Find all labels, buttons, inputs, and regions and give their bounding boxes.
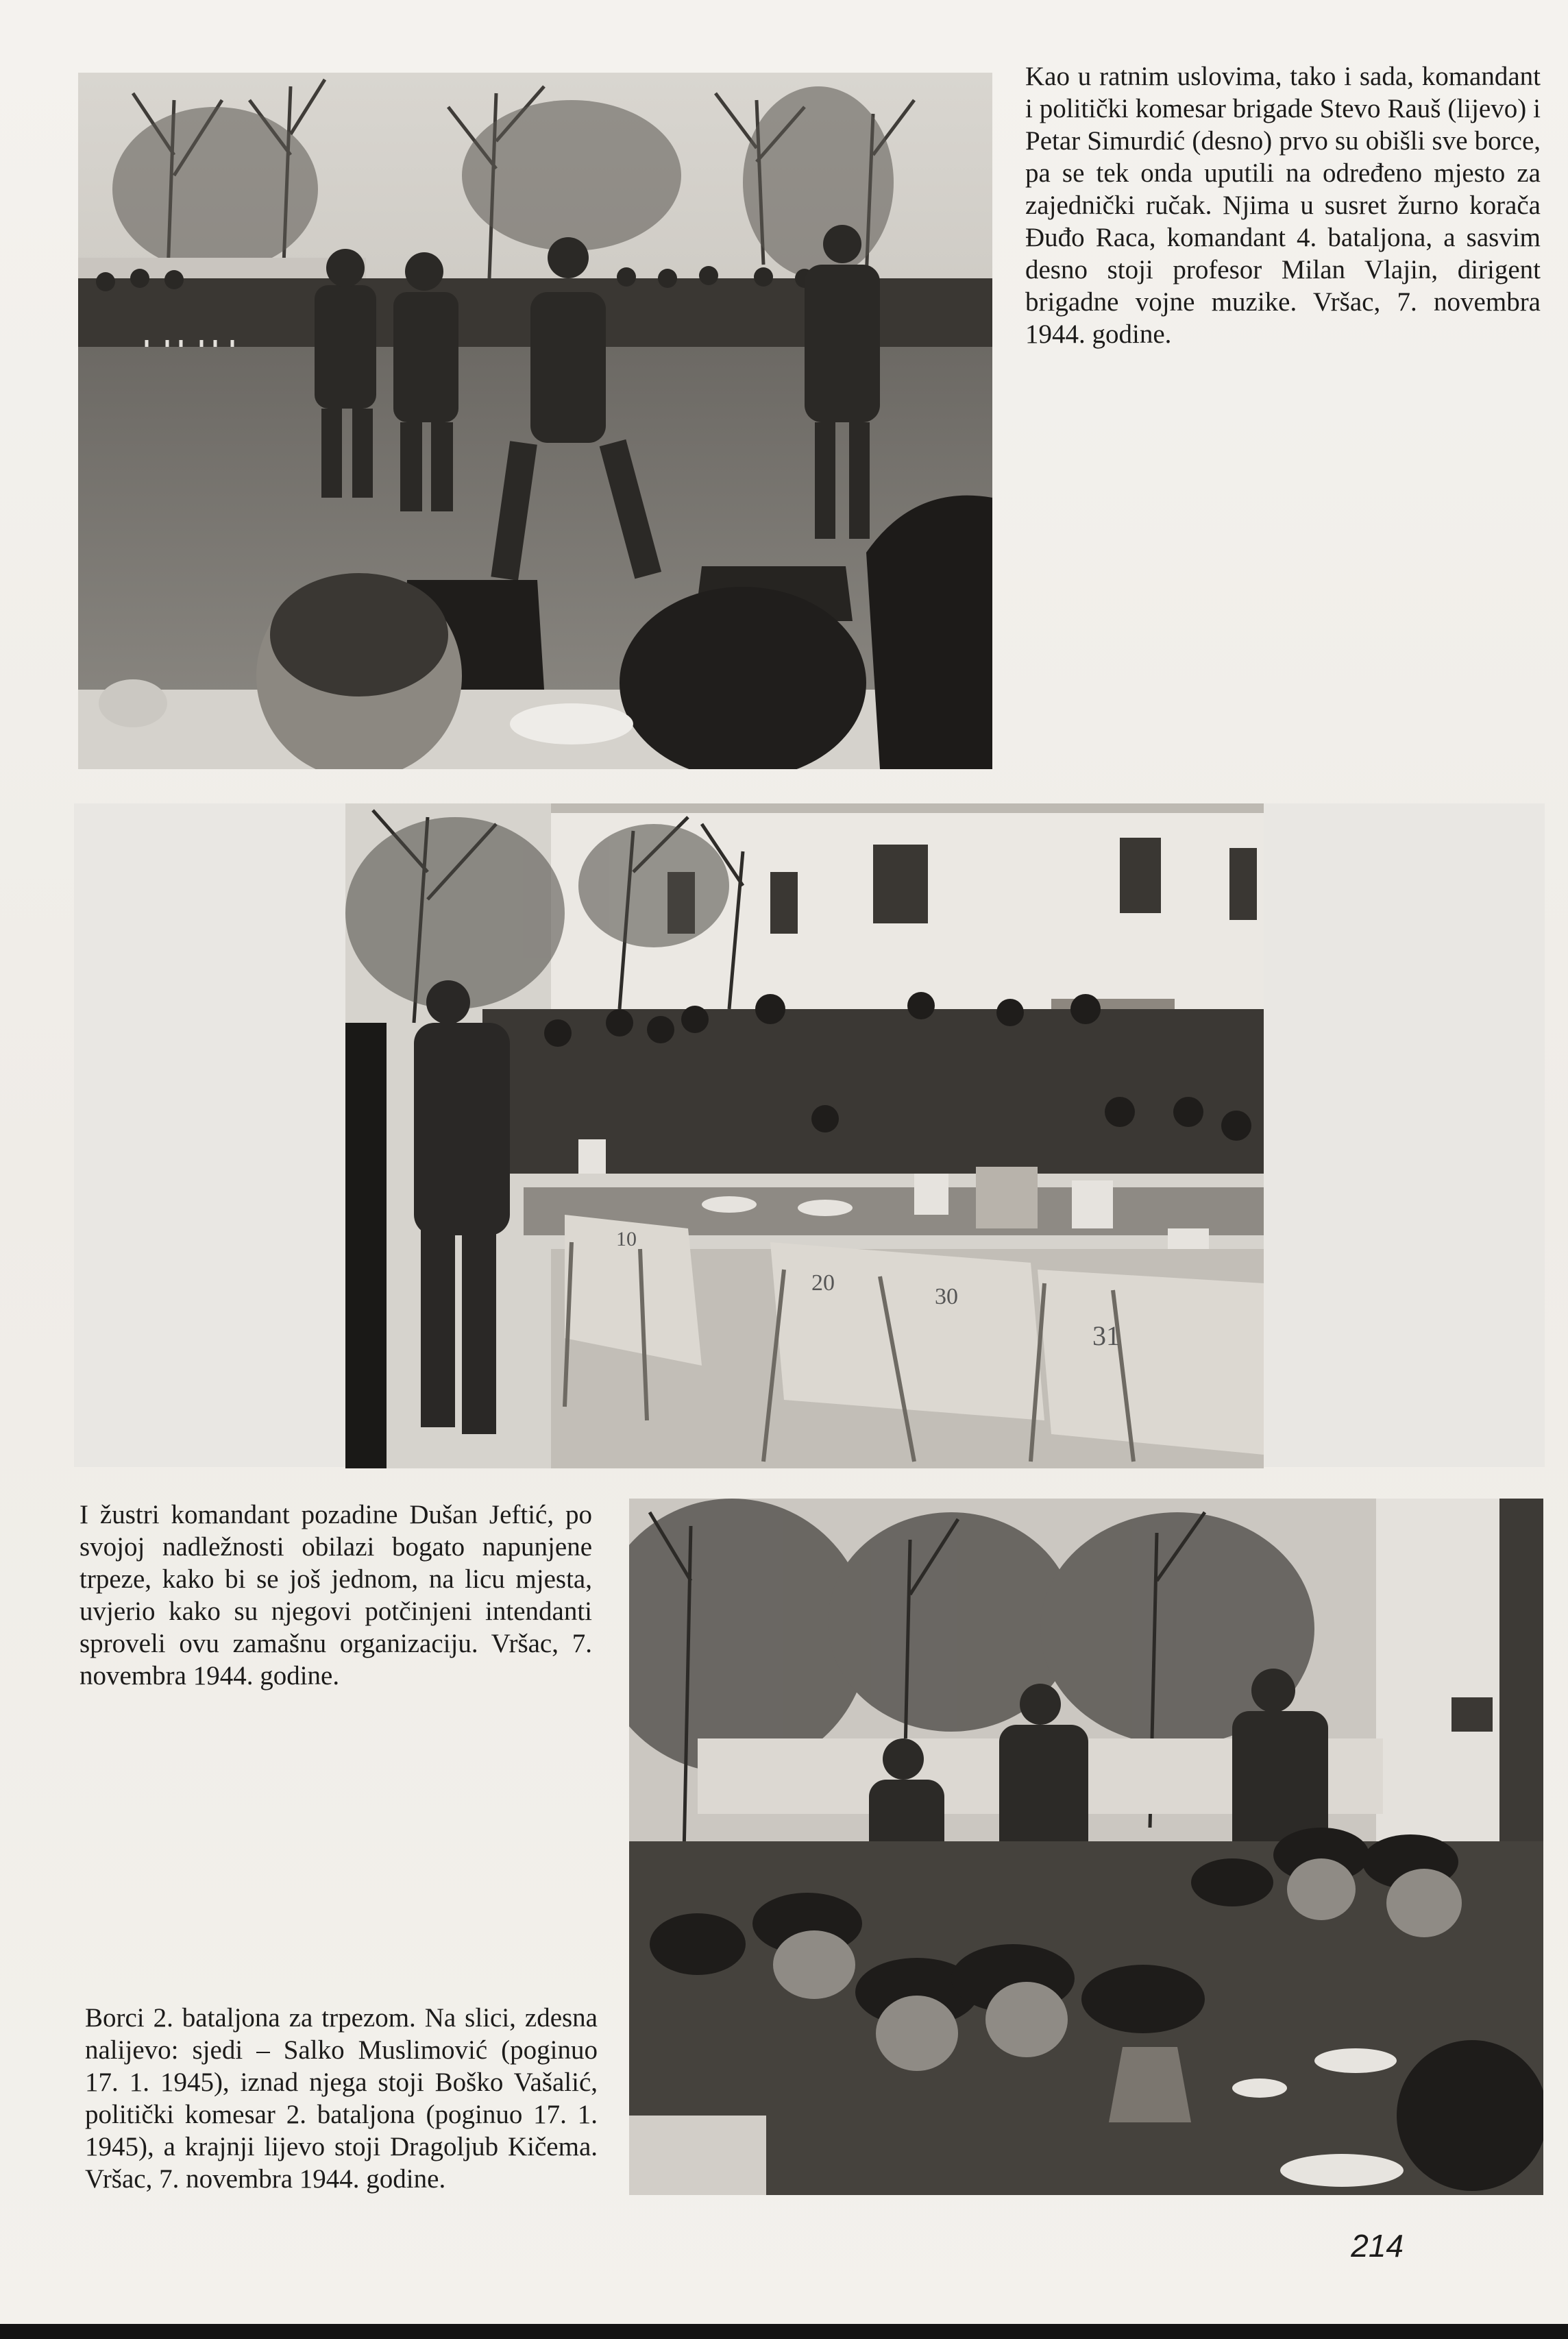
bottom-photo-caption: Borci 2. bataljona za trpezom. Na slici, zdesna nalijevo: sjedi – Salko Muslimović (poginuo 17. 1. 1945), iznad njega stoji Boško Vašalić, politički komesar 2. bataljona (poginuo 17. 1. 1945), a krajnji lijevo stoji Dragoljub Kičema. Vršac, 7. novembra 1944. godine. (85, 2003, 598, 2194)
commanders-walking-photo (78, 73, 992, 769)
middle-photo-caption: I žustri komandant pozadine Dušan Jeftić, po svojoj nadležnosti obilazi bogato napunjene trpeze, kako bi se još jednom, na licu mjesta, uvjerio kako su njegovi potčinjeni intendanti sproveli ovu zamašnu organizaciju. Vršac, 7. novembra 1944. godine. (79, 1500, 592, 1690)
second-battalion-at-table-photo (629, 1499, 1543, 2195)
officer-at-tables-photo (345, 803, 1264, 1468)
top-photo-caption: Kao u ratnim uslovima, tako i sada, komandant i politički komesar brigade Stevo Rauš (lijevo) i Petar Simurdić (desno) prvo su obišli sve borce, pa se tek onda uputili na određeno mjesto za zajednički ručak. Njima u susret žurno korača Đuđo Raca, komandant 4. bataljona, a sasvim desno stoji profesor Milan Vlajin, dirigent brigadne vojne muzike. Vršac, 7. novembra 1944. godine. (1025, 62, 1541, 349)
bench-number-31: 31 (1092, 1320, 1120, 1351)
paper-show-through-right (1264, 803, 1545, 1467)
bench-number-30: 30 (935, 1284, 958, 1309)
page-number: 214 (1351, 2228, 1404, 2264)
paper-show-through (74, 803, 345, 1467)
bench-number-20: 20 (811, 1270, 835, 1296)
scan-edge (0, 2324, 1568, 2339)
bench-number-10: 10 (616, 1228, 637, 1250)
